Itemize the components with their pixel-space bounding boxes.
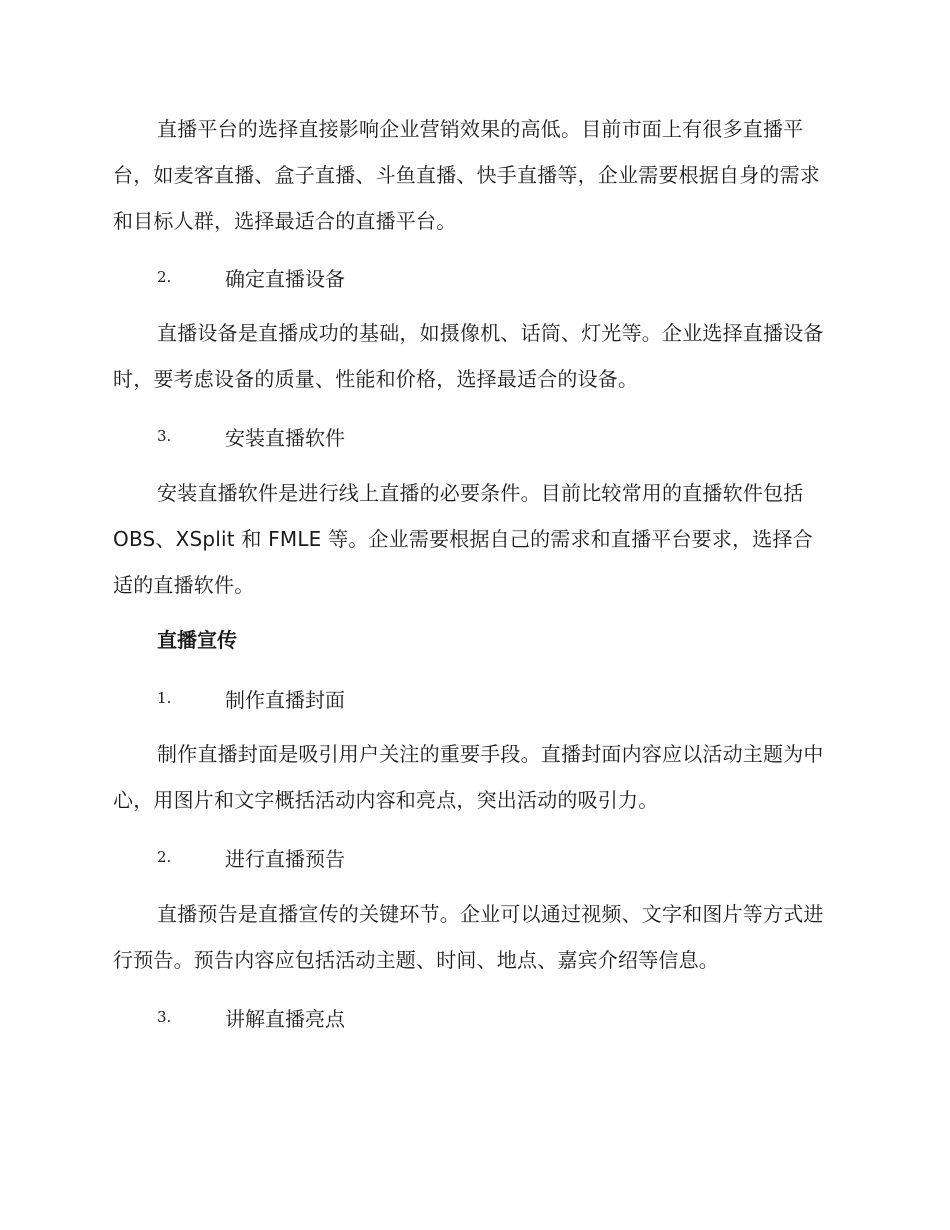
list-number: 3.: [157, 1008, 172, 1026]
list-item-preview: [157, 842, 345, 872]
paragraph-software: 安装直播软件是进行线上直播的必要条件。目前比较常用的直播软件包括 OBS、XSplit 和 FMLE 等。企业需要根据自己的需求和直播平台要求，选择合适的直播软件。: [113, 481, 813, 597]
paragraph-preview: 直播预告是直播宣传的关键环节。企业可以通过视频、文字和图片等方式进行预告。预告内容应包括活动主题、时间、地点、嘉宾介绍等信息。: [113, 902, 824, 972]
list-item-label: 制作直播封面: [225, 687, 345, 712]
list-number: 1.: [157, 689, 172, 707]
list-item-highlights: [157, 1002, 345, 1032]
list-item-make-cover: [157, 683, 345, 713]
paragraph-cover: 制作直播封面是吸引用户关注的重要手段。直播封面内容应以活动主题为中心，用图片和文字概括活动内容和亮点，突出活动的吸引力。: [113, 742, 824, 812]
list-item-label: 确定直播设备: [225, 266, 345, 291]
list-item-install-software: [157, 421, 345, 451]
list-item-label: 讲解直播亮点: [225, 1006, 345, 1031]
list-item-label: 安装直播软件: [225, 425, 345, 450]
list-number: 3.: [157, 427, 172, 445]
section-heading-promotion: 直播宣传: [157, 628, 237, 652]
list-item-label: 进行直播预告: [225, 846, 345, 871]
list-number: 2.: [157, 848, 172, 866]
paragraph-platform-choice: 直播平台的选择直接影响企业营销效果的高低。目前市面上有很多直播平台，如麦客直播、盒子直播、斗鱼直播、快手直播等，企业需要根据自身的需求和目标人群，选择最适合的直播平台。: [113, 117, 820, 233]
list-item-determine-equipment: [157, 262, 345, 292]
paragraph-equipment: 直播设备是直播成功的基础，如摄像机、话筒、灯光等。企业选择直播设备时，要考虑设备的质量、性能和价格，选择最适合的设备。: [113, 321, 824, 391]
list-number: 2.: [157, 268, 172, 286]
